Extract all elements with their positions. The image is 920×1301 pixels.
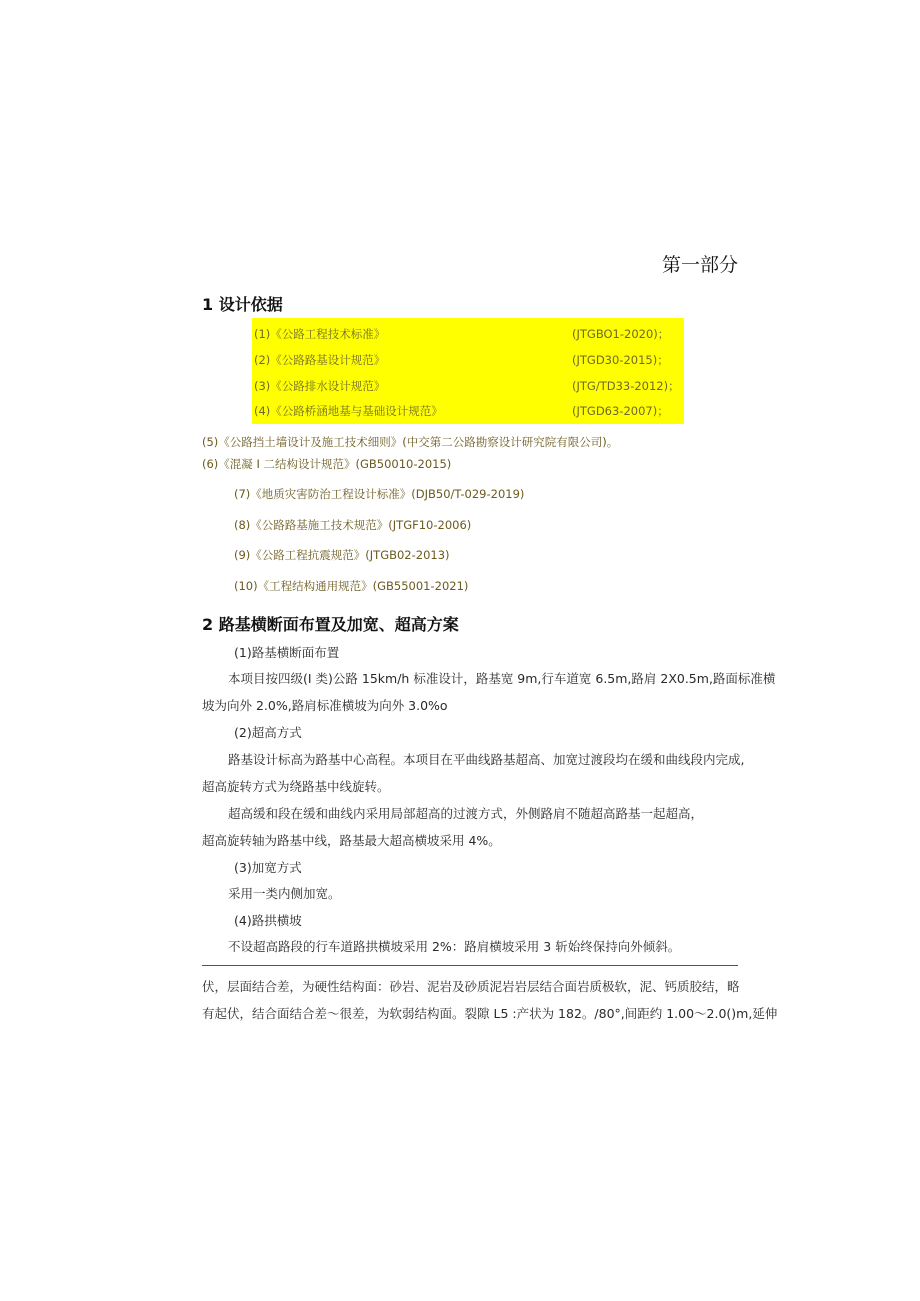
reference-title: (2)《公路路基设计规范》 (254, 353, 386, 367)
paragraph-line: 超高缓和段在缓和曲线内采用局部超高的过渡方式，外侧路肩不随超高路基一起超高， (228, 806, 704, 821)
reference-code: (JTGBO1-2020)； (572, 327, 670, 341)
paragraph-line: 超高旋转方式为绕路基中线旋转。 (202, 779, 390, 794)
reference-item (254, 403, 669, 419)
reference-item (254, 326, 670, 342)
section-heading-cross-section: 2 路基横断面布置及加宽、超高方案 (202, 615, 459, 634)
reference-item-5: (5)《公路挡土墙设计及施工技术细则》(中交第二公路勘察设计研究院有限公司)。 (202, 435, 619, 449)
paragraph-line: 坡为向外 2.0%,路肩标准横坡为向外 3.0%o (202, 698, 448, 713)
paragraph-line: 超高旋转轴为路基中线，路基最大超高横坡采用 4%。 (202, 833, 501, 848)
reference-code: (JTG/TD33-2012)； (572, 379, 680, 393)
footer-paragraph-line: 伏，层面结合差，为硬性结构面：砂岩、泥岩及砂质泥岩岩层结合面岩质极软，泥、钙质胶结，略 (202, 979, 740, 994)
subheading-superelevation: (2)超高方式 (234, 725, 302, 740)
subheading-cross-section-layout: (1)路基横断面布置 (234, 645, 340, 660)
part-title: 第一部分 (662, 254, 739, 276)
reference-title: (4)《公路桥涵地基与基础设计规范》 (254, 404, 443, 418)
paragraph-line: 路基设计标高为路基中心高程。本项目在平曲线路基超高、加宽过渡段均在缓和曲线段内完成, (228, 752, 745, 767)
paragraph-line: 采用一类内侧加宽。 (228, 886, 341, 901)
subheading-widening: (3)加宽方式 (234, 860, 302, 875)
reference-item (254, 378, 680, 394)
reference-item-8: (8)《公路路基施工技术规范》(JTGF10-2006) (234, 518, 472, 532)
footer-paragraph-line: 有起伏，结合面结合差～很差，为软弱结构面。裂隙 L5 :产状为 182。/80°,间距约 1.00～2.0()m,延伸 (202, 1006, 778, 1021)
reference-item-7: (7)《地质灾害防治工程设计标准》(DJB50/T-029-2019) (234, 487, 525, 501)
paragraph-line: 不设超高路段的行车道路拱横坡采用 2%：路肩横坡采用 3 斩始终保持向外倾斜。 (228, 939, 681, 954)
reference-code: (JTGD63-2007)； (572, 404, 669, 418)
section-heading-design-basis: 1 设计依据 (202, 295, 283, 314)
reference-title: (3)《公路排水设计规范》 (254, 379, 386, 393)
paragraph-line: 本项目按四级(I 类)公路 15km/h 标准设计，路基宽 9m,行车道宽 6.5m,路肩 2X0.5m,路面标准横 (228, 671, 776, 686)
subheading-crown-slope: (4)路拱横坡 (234, 913, 302, 928)
reference-code: (JTGD30-2015)； (572, 353, 669, 367)
reference-title: (1)《公路工程技术标准》 (254, 327, 386, 341)
reference-item-6: (6)《混凝 I 二结构设计规范》(GB50010-2015) (202, 457, 452, 471)
divider (202, 965, 738, 966)
reference-item (254, 352, 669, 368)
reference-item-10: (10)《工程结构通用规范》(GB55001-2021) (234, 579, 469, 593)
reference-item-9: (9)《公路工程抗震规范》(JTGB02-2013) (234, 548, 450, 562)
